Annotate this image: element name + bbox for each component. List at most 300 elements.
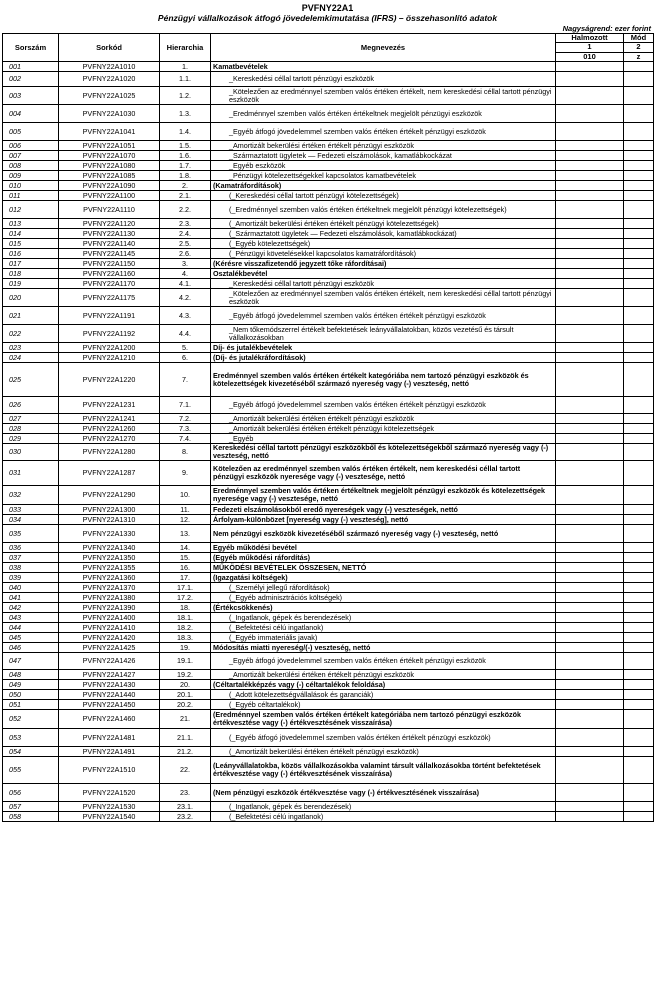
row-megnevezes: (Eredménnyel szemben valós értéken értékelt kategóriába nem tartozó pénzügyi eszközök értékvesztése vagy (-) értékvesztésének visszaírása) [211,710,556,729]
row-sorkod: PVFNY22A1390 [59,603,160,613]
row-mod-value[interactable] [624,414,654,424]
row-sorkod: PVFNY22A1030 [59,105,160,123]
row-hierarchia: 19.1. [160,653,211,670]
row-hierarchia: 12. [160,515,211,525]
row-mod-value[interactable] [624,201,654,219]
row-mod-value[interactable] [624,444,654,461]
row-halmozott-value[interactable] [556,623,624,633]
table-row [3,563,654,573]
row-megnevezes: (_Adott kötelezettségvállalások és garanciák) [211,690,556,700]
row-hierarchia: 8. [160,444,211,461]
row-halmozott-value[interactable] [556,444,624,461]
row-sorszam: 018 [3,269,59,279]
table-row [3,259,654,269]
row-megnevezes: Eredménnyel szemben valós értéken értékelt kategóriába nem tartozó pénzügyi eszközök és kötelezettségek kivezetéséből származó nyereség vagy (-) veszteség, nettó [211,363,556,397]
table-row [3,700,654,710]
row-sorszam: 045 [3,633,59,643]
row-sorkod: PVFNY22A1090 [59,181,160,191]
row-hierarchia: 2.3. [160,219,211,229]
row-megnevezes: (Céltartalékképzés vagy (-) céltartalékok feloldása) [211,680,556,690]
row-halmozott-value[interactable] [556,633,624,643]
row-mod-value[interactable] [624,72,654,87]
row-megnevezes: (_Amortizált bekerülési értéken értékelt pénzügyi kötelezettségek) [211,219,556,229]
row-sorkod: PVFNY22A1287 [59,461,160,486]
table-row [3,191,654,201]
row-sorszam: 054 [3,747,59,757]
table-row [3,593,654,603]
table-row [3,643,654,653]
row-sorszam: 033 [3,505,59,515]
row-sorkod: PVFNY22A1051 [59,141,160,151]
row-mod-value[interactable] [624,325,654,343]
row-hierarchia: 9. [160,461,211,486]
row-mod-value[interactable] [624,729,654,747]
row-halmozott-value[interactable] [556,229,624,239]
row-halmozott-value[interactable] [556,424,624,434]
table-row [3,583,654,593]
row-megnevezes: (_Egyéb immateriális javak) [211,633,556,643]
row-megnevezes: _Egyéb eszközök [211,161,556,171]
row-halmozott-value[interactable] [556,690,624,700]
row-mod-value[interactable] [624,353,654,363]
row-halmozott-value[interactable] [556,812,624,822]
row-mod-value[interactable] [624,239,654,249]
table-row [3,802,654,812]
row-hierarchia: 20.1. [160,690,211,700]
report-title: Pénzügyi vállalkozások átfogó jövedelemkimutatása (IFRS) – összehasonlító adatok [157,13,498,23]
row-megnevezes: (Igazgatási költségek) [211,573,556,583]
row-sorszam: 031 [3,461,59,486]
row-sorszam: 013 [3,219,59,229]
row-mod-value[interactable] [624,700,654,710]
row-halmozott-value[interactable] [556,239,624,249]
row-sorszam: 012 [3,201,59,219]
row-hierarchia: 21. [160,710,211,729]
table-row [3,249,654,259]
row-halmozott-value[interactable] [556,181,624,191]
table-row [3,444,654,461]
row-mod-value[interactable] [624,515,654,525]
row-halmozott-value[interactable] [556,62,624,72]
row-mod-value[interactable] [624,191,654,201]
row-megnevezes: _Eredménnyel szemben valós értéken értékeltnek megjelölt pénzügyi eszközök [211,105,556,123]
row-halmozott-value[interactable] [556,486,624,505]
row-sorszam: 003 [3,87,59,105]
row-mod-value[interactable] [624,563,654,573]
table-row [3,141,654,151]
row-mod-value[interactable] [624,289,654,307]
row-sorszam: 015 [3,239,59,249]
table-row [3,414,654,424]
row-mod-value[interactable] [624,141,654,151]
row-mod-value[interactable] [624,397,654,414]
row-sorkod: PVFNY22A1080 [59,161,160,171]
row-mod-value[interactable] [624,653,654,670]
row-sorkod: PVFNY22A1426 [59,653,160,670]
row-megnevezes: (Egyéb működési ráfordítás) [211,553,556,563]
row-sorkod: PVFNY22A1280 [59,444,160,461]
row-mod-value[interactable] [624,343,654,353]
row-halmozott-value[interactable] [556,353,624,363]
row-halmozott-value[interactable] [556,363,624,397]
row-sorszam: 051 [3,700,59,710]
row-sorkod: PVFNY22A1310 [59,515,160,525]
row-hierarchia: 4.1. [160,279,211,289]
row-hierarchia: 20.2. [160,700,211,710]
row-sorszam: 036 [3,543,59,553]
row-hierarchia: 1. [160,62,211,72]
row-mod-value[interactable] [624,757,654,784]
row-sorszam: 020 [3,289,59,307]
row-hierarchia: 7.4. [160,434,211,444]
row-halmozott-value[interactable] [556,747,624,757]
row-mod-value[interactable] [624,87,654,105]
row-sorkod: PVFNY22A1300 [59,505,160,515]
table-row [3,161,654,171]
row-megnevezes: _Kötelezően az eredménnyel szemben valós értéken értékelt, nem kereskedési céllal tartott pénzügyi eszközök [211,289,556,307]
row-mod-value[interactable] [624,279,654,289]
row-hierarchia: 21.1. [160,729,211,747]
row-sorszam: 052 [3,710,59,729]
table-row [3,515,654,525]
table-row [3,653,654,670]
row-halmozott-value[interactable] [556,259,624,269]
row-megnevezes: (Kamatráfordítások) [211,181,556,191]
row-halmozott-value[interactable] [556,563,624,573]
row-mod-value[interactable] [624,486,654,505]
row-hierarchia: 1.8. [160,171,211,181]
row-megnevezes: _Egyéb átfogó jövedelemmel szemben valós értéken értékelt pénzügyi eszközök [211,397,556,414]
table-row [3,279,654,289]
row-hierarchia: 2.6. [160,249,211,259]
col-halmozott-num: 1 [556,43,624,52]
row-mod-value[interactable] [624,151,654,161]
row-mod-value[interactable] [624,62,654,72]
row-halmozott-value[interactable] [556,343,624,353]
row-sorkod: PVFNY22A1200 [59,343,160,353]
row-halmozott-value[interactable] [556,680,624,690]
row-megnevezes: _Pénzügyi kötelezettségekkel kapcsolatos kamatbevételek [211,171,556,181]
row-sorszam: 049 [3,680,59,690]
table-row [3,229,654,239]
row-hierarchia: 2.2. [160,201,211,219]
col-megnevezes: Megnevezés [211,34,556,62]
row-megnevezes: _Kereskedési céllal tartott pénzügyi eszközök [211,72,556,87]
row-hierarchia: 1.7. [160,161,211,171]
row-halmozott-value[interactable] [556,525,624,543]
row-sorkod: PVFNY22A1481 [59,729,160,747]
row-halmozott-value[interactable] [556,289,624,307]
row-hierarchia: 10. [160,486,211,505]
row-megnevezes: _Egyéb átfogó jövedelemmel szemben valós értéken értékelt pénzügyi eszközök [211,123,556,141]
table-row [3,105,654,123]
row-sorkod: PVFNY22A1290 [59,486,160,505]
row-mod-value[interactable] [624,633,654,643]
row-sorszam: 009 [3,171,59,181]
row-mod-value[interactable] [624,181,654,191]
row-halmozott-value[interactable] [556,201,624,219]
row-sorkod: PVFNY22A1450 [59,700,160,710]
row-sorszam: 044 [3,623,59,633]
row-megnevezes: (Értékcsökkenés) [211,603,556,613]
row-megnevezes: (Nem pénzügyi eszközök értékvesztése vagy (-) értékvesztésének visszaírása) [211,784,556,802]
row-halmozott-value[interactable] [556,643,624,653]
row-sorszam: 016 [3,249,59,259]
row-megnevezes: (_Egyéb adminisztrációs költségek) [211,593,556,603]
row-halmozott-value[interactable] [556,613,624,623]
row-megnevezes: _Kereskedési céllal tartott pénzügyi eszközök [211,279,556,289]
row-megnevezes: (Díj- és jutalékráfordítások) [211,353,556,363]
row-mod-value[interactable] [624,670,654,680]
row-sorszam: 050 [3,690,59,700]
row-halmozott-value[interactable] [556,653,624,670]
row-megnevezes: (_Kereskedési céllal tartott pénzügyi kötelezettségek) [211,191,556,201]
row-sorkod: PVFNY22A1110 [59,201,160,219]
row-megnevezes: (_Befektetési célú ingatlanok) [211,623,556,633]
row-halmozott-value[interactable] [556,583,624,593]
unit-label: Nagyságrend: ezer forint [562,24,651,33]
row-sorszam: 041 [3,593,59,603]
row-halmozott-value[interactable] [556,123,624,141]
row-halmozott-value[interactable] [556,700,624,710]
row-sorszam: 028 [3,424,59,434]
row-megnevezes: _Amortizált bekerülési értéken értékelt pénzügyi eszközök [211,670,556,680]
table-header [3,34,654,62]
row-halmozott-value[interactable] [556,593,624,603]
row-megnevezes: (_Származtatott ügyletek — Fedezeti elszámolások, kamatlábkockázat) [211,229,556,239]
row-sorkod: PVFNY22A1430 [59,680,160,690]
row-megnevezes: (_Egyéb kötelezettségek) [211,239,556,249]
row-sorszam: 035 [3,525,59,543]
row-halmozott-value[interactable] [556,515,624,525]
row-sorszam: 029 [3,434,59,444]
table-row [3,363,654,397]
row-mod-value[interactable] [624,461,654,486]
row-mod-value[interactable] [624,171,654,181]
row-mod-value[interactable] [624,603,654,613]
table-row [3,289,654,307]
row-sorkod: PVFNY22A1370 [59,583,160,593]
row-halmozott-value[interactable] [556,553,624,563]
row-mod-value[interactable] [624,123,654,141]
table-row [3,353,654,363]
row-hierarchia: 5. [160,343,211,353]
row-halmozott-value[interactable] [556,191,624,201]
row-mod-value[interactable] [624,802,654,812]
row-hierarchia: 4.3. [160,307,211,325]
row-halmozott-value[interactable] [556,603,624,613]
row-halmozott-value[interactable] [556,710,624,729]
row-mod-value[interactable] [624,623,654,633]
row-mod-value[interactable] [624,613,654,623]
row-halmozott-value[interactable] [556,72,624,87]
row-sorkod: PVFNY22A1420 [59,633,160,643]
row-mod-value[interactable] [624,710,654,729]
row-halmozott-value[interactable] [556,87,624,105]
row-hierarchia: 7. [160,363,211,397]
row-megnevezes: _Egyéb átfogó jövedelemmel szemben valós értéken értékelt pénzügyi eszközök [211,307,556,325]
row-halmozott-value[interactable] [556,171,624,181]
row-halmozott-value[interactable] [556,543,624,553]
row-sorkod: PVFNY22A1380 [59,593,160,603]
row-halmozott-value[interactable] [556,141,624,151]
row-sorszam: 021 [3,307,59,325]
row-sorkod: PVFNY22A1400 [59,613,160,623]
row-megnevezes: _Kötelezően az eredménnyel szemben valós értéken értékelt, nem kereskedési céllal tartott pénzügyi eszközök [211,87,556,105]
row-halmozott-value[interactable] [556,505,624,515]
row-mod-value[interactable] [624,583,654,593]
row-megnevezes: (_Ingatlanok, gépek és berendezések) [211,802,556,812]
row-halmozott-value[interactable] [556,325,624,343]
row-halmozott-value[interactable] [556,670,624,680]
row-sorkod: PVFNY22A1041 [59,123,160,141]
row-sorkod: PVFNY22A1210 [59,353,160,363]
row-megnevezes: (_Egyéb céltartalékok) [211,700,556,710]
row-halmozott-value[interactable] [556,249,624,259]
table-row [3,397,654,414]
row-mod-value[interactable] [624,543,654,553]
row-sorkod: PVFNY22A1100 [59,191,160,201]
table-row [3,543,654,553]
row-mod-value[interactable] [624,553,654,563]
row-mod-value[interactable] [624,434,654,444]
table-row [3,151,654,161]
table-row [3,505,654,515]
row-sorkod: PVFNY22A1145 [59,249,160,259]
row-megnevezes: (_Amortizált bekerülési értéken értékelt pénzügyi eszközök) [211,747,556,757]
col-halmozott: Halmozott [556,34,624,43]
row-sorszam: 042 [3,603,59,613]
row-sorkod: PVFNY22A1510 [59,757,160,784]
row-megnevezes: _Egyéb [211,434,556,444]
row-megnevezes: Osztalékbevétel [211,269,556,279]
table-row [3,269,654,279]
row-mod-value[interactable] [624,525,654,543]
row-sorkod: PVFNY22A1191 [59,307,160,325]
row-mod-value[interactable] [624,229,654,239]
row-sorszam: 057 [3,802,59,812]
row-halmozott-value[interactable] [556,784,624,802]
row-mod-value[interactable] [624,593,654,603]
row-megnevezes: Kötelezően az eredménnyel szemben valós értéken értékelt, nem kereskedési céllal tartott pénzügyi eszközök nyeresége vagy (-) vesztesége, nettó [211,461,556,486]
row-hierarchia: 18.1. [160,613,211,623]
row-hierarchia: 16. [160,563,211,573]
row-sorszam: 005 [3,123,59,141]
table-row [3,812,654,822]
row-hierarchia: 23. [160,784,211,802]
row-mod-value[interactable] [624,812,654,822]
table-row [3,307,654,325]
row-mod-value[interactable] [624,690,654,700]
table-row [3,123,654,141]
row-sorkod: PVFNY22A1350 [59,553,160,563]
row-halmozott-value[interactable] [556,414,624,424]
row-halmozott-value[interactable] [556,151,624,161]
row-sorszam: 017 [3,259,59,269]
table-row [3,680,654,690]
row-hierarchia: 17.2. [160,593,211,603]
row-megnevezes: _Amortizált bekerülési értéken értékelt pénzügyi eszközök [211,141,556,151]
row-halmozott-value[interactable] [556,105,624,123]
row-megnevezes: (Kérésre visszafizetendő jegyzett tőke ráfordításai) [211,259,556,269]
row-sorszam: 040 [3,583,59,593]
row-halmozott-value[interactable] [556,269,624,279]
row-sorszam: 022 [3,325,59,343]
row-sorkod: PVFNY22A1020 [59,72,160,87]
table-row [3,219,654,229]
row-sorkod: PVFNY22A1340 [59,543,160,553]
row-hierarchia: 2.4. [160,229,211,239]
row-hierarchia: 14. [160,543,211,553]
row-halmozott-value[interactable] [556,461,624,486]
row-halmozott-value[interactable] [556,397,624,414]
row-mod-value[interactable] [624,424,654,434]
row-hierarchia: 4.4. [160,325,211,343]
row-sorszam: 014 [3,229,59,239]
row-mod-value[interactable] [624,363,654,397]
table-row [3,613,654,623]
row-hierarchia: 15. [160,553,211,563]
row-sorszam: 037 [3,553,59,563]
row-mod-value[interactable] [624,105,654,123]
row-mod-value[interactable] [624,747,654,757]
row-mod-value[interactable] [624,161,654,171]
table-row [3,757,654,784]
row-sorkod: PVFNY22A1170 [59,279,160,289]
col-sorszam: Sorszám [3,34,59,62]
row-sorszam: 011 [3,191,59,201]
row-sorszam: 038 [3,563,59,573]
row-halmozott-value[interactable] [556,219,624,229]
col-mod-num: 2 [624,43,654,52]
row-mod-value[interactable] [624,259,654,269]
row-mod-value[interactable] [624,307,654,325]
row-mod-value[interactable] [624,784,654,802]
row-sorszam: 007 [3,151,59,161]
table-row [3,239,654,249]
row-hierarchia: 18.2. [160,623,211,633]
row-halmozott-value[interactable] [556,802,624,812]
row-mod-value[interactable] [624,505,654,515]
row-halmozott-value[interactable] [556,307,624,325]
row-halmozott-value[interactable] [556,573,624,583]
row-halmozott-value[interactable] [556,161,624,171]
row-hierarchia: 3. [160,259,211,269]
row-halmozott-value[interactable] [556,757,624,784]
row-mod-value[interactable] [624,219,654,229]
table-row [3,171,654,181]
row-hierarchia: 11. [160,505,211,515]
table-row [3,343,654,353]
row-mod-value[interactable] [624,643,654,653]
row-mod-value[interactable] [624,573,654,583]
row-mod-value[interactable] [624,249,654,259]
row-megnevezes: Kereskedési céllal tartott pénzügyi eszközökből és kötelezettségekből származó nyereség vagy (-) veszteség, nettó [211,444,556,461]
row-sorszam: 055 [3,757,59,784]
row-halmozott-value[interactable] [556,434,624,444]
row-megnevezes: (_Eredménnyel szemben valós értéken értékeltnek megjelölt pénzügyi kötelezettségek) [211,201,556,219]
row-mod-value[interactable] [624,269,654,279]
table-row [3,573,654,583]
row-halmozott-value[interactable] [556,729,624,747]
row-mod-value[interactable] [624,680,654,690]
row-hierarchia: 1.1. [160,72,211,87]
row-megnevezes: Egyéb működési bevétel [211,543,556,553]
row-sorszam: 032 [3,486,59,505]
row-hierarchia: 1.2. [160,87,211,105]
row-halmozott-value[interactable] [556,279,624,289]
row-megnevezes: Fedezeti elszámolásokból eredő nyereségek vagy (-) veszteségek, nettó [211,505,556,515]
